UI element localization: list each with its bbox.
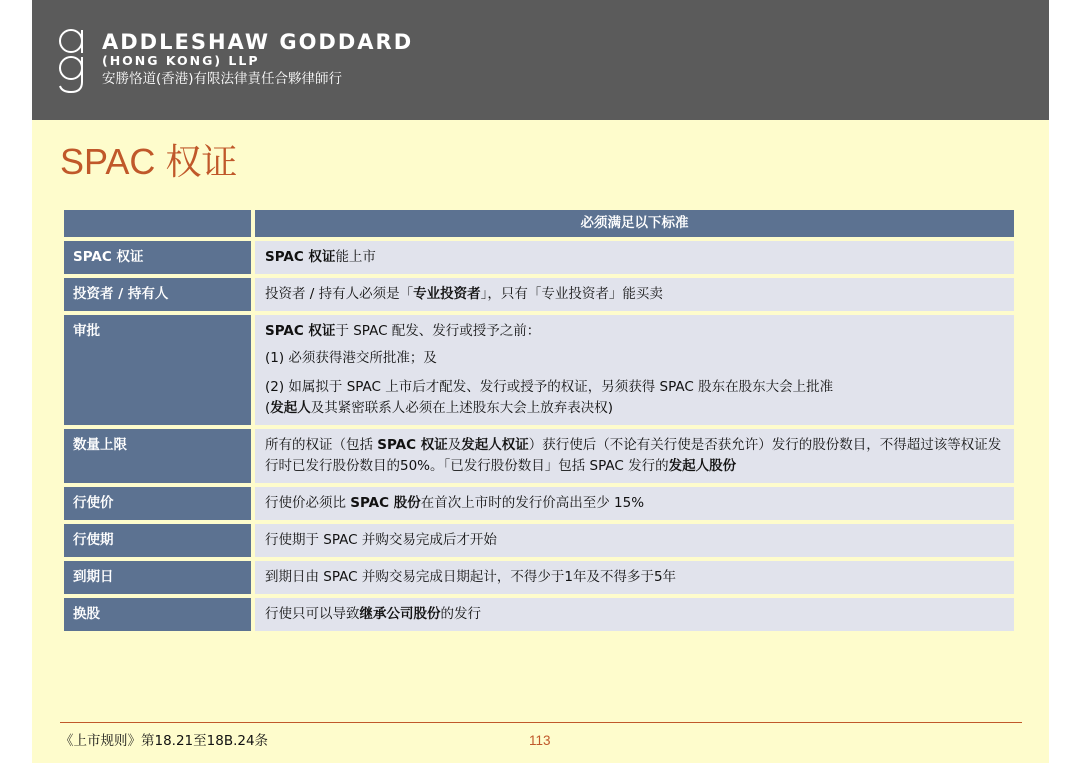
footer-divider bbox=[60, 722, 1022, 723]
ag-logo-icon bbox=[56, 24, 90, 94]
firm-name: ADDLESHAW GODDARD bbox=[102, 30, 414, 54]
row-label: 数量上限 bbox=[64, 429, 251, 483]
text-segment: 」，只有「专业投资者」能买卖 bbox=[480, 286, 663, 302]
row-label: 投资者 / 持有人 bbox=[64, 278, 251, 311]
table-header-left bbox=[64, 210, 251, 237]
text-segment: 及其紧密联系人必须在上述股东大会上放弃表决权) bbox=[310, 400, 614, 416]
row-label: 审批 bbox=[64, 315, 251, 425]
text-segment: 行使只可以导致 bbox=[265, 606, 360, 622]
bold-term: SPAC 股份 bbox=[350, 495, 421, 511]
row-content bbox=[255, 487, 1014, 520]
row-label: SPAC 权证 bbox=[64, 241, 251, 274]
row-content bbox=[255, 241, 1014, 274]
bold-term: SPAC 权证 bbox=[265, 323, 336, 339]
bold-term: SPAC 权证 bbox=[377, 437, 448, 453]
text-segment: 所有的权证（包括 bbox=[265, 437, 378, 453]
text-segment: ）获行使后（不论有关行使是否获允许）发行的股份数目，不得超过该等权证发行时已发行股份数目的50%。「已发行股份数目」包括 SPAC 发行的 bbox=[265, 437, 1002, 474]
bold-term: 专业投资者 bbox=[413, 286, 481, 302]
bold-term: 发起人 bbox=[270, 400, 311, 416]
header-banner bbox=[32, 0, 1049, 120]
bold-term: 发起人权证 bbox=[461, 437, 529, 453]
text-segment: ( bbox=[265, 400, 271, 416]
row-label: 换股 bbox=[64, 598, 251, 631]
firm-subtitle: (HONG KONG) LLP bbox=[102, 53, 260, 68]
text-segment: 及 bbox=[447, 437, 462, 453]
row-label: 行使价 bbox=[64, 487, 251, 520]
row-content bbox=[255, 278, 1014, 311]
text-segment: 于 SPAC 配发、发行或授予之前： bbox=[335, 323, 541, 339]
slide-title: SPAC 权证 bbox=[60, 141, 238, 182]
text-segment: 在首次上市时的发行价高出至少 15% bbox=[420, 495, 645, 511]
content-line bbox=[265, 321, 1004, 342]
row-content bbox=[255, 598, 1014, 631]
row-content bbox=[255, 315, 1014, 425]
text-segment: 行使价必须比 bbox=[265, 495, 351, 511]
page-number: 113 bbox=[529, 733, 551, 748]
firm-chinese-name: 安勝恪道(香港)有限法律責任合夥律師行 bbox=[102, 71, 343, 87]
criteria-table bbox=[64, 210, 1017, 631]
row-label: 到期日 bbox=[64, 561, 251, 594]
bold-term: SPAC 权证 bbox=[265, 249, 336, 265]
text-segment: 能上市 bbox=[335, 249, 376, 265]
bold-term: 继承公司股份 bbox=[359, 606, 441, 622]
row-content bbox=[255, 524, 1014, 557]
list-item-continuation bbox=[265, 398, 1004, 419]
row-content bbox=[255, 561, 1014, 594]
list-item: (2) 如属拟于 SPAC 上市后才配发、发行或授予的权证，另须获得 SPAC 股东在股东大会上批准 bbox=[265, 379, 834, 395]
text-segment: 的发行 bbox=[440, 606, 481, 622]
list-item: (1) 必须获得港交所批准；及 bbox=[265, 350, 437, 366]
row-content bbox=[255, 429, 1014, 483]
table-header-right: 必须满足以下标准 bbox=[255, 210, 1014, 237]
footer-reference: 《上市规则》第18.21至18B.24条 bbox=[60, 733, 269, 749]
text-segment: 投资者 / 持有人必须是「 bbox=[265, 286, 414, 302]
text-segment: 到期日由 SPAC 并购交易完成日期起计，不得少于1年及不得多于5年 bbox=[265, 569, 677, 585]
row-label: 行使期 bbox=[64, 524, 251, 557]
slide bbox=[32, 0, 1049, 763]
bold-term: 发起人股份 bbox=[668, 458, 737, 474]
text-segment: 行使期于 SPAC 并购交易完成后才开始 bbox=[265, 532, 497, 548]
